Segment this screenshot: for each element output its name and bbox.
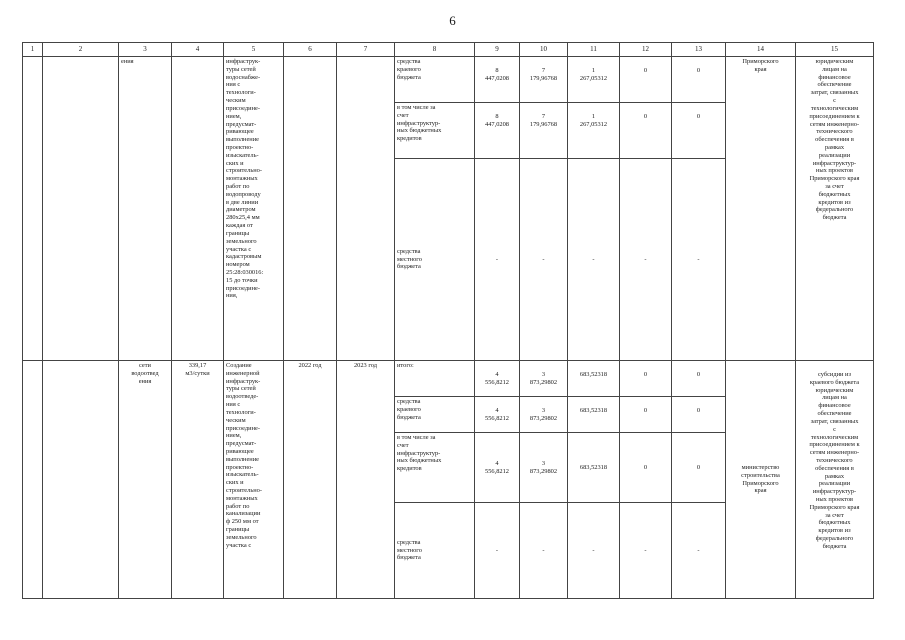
end-year-cell: [337, 57, 395, 361]
amount-2023-cell: -: [568, 503, 620, 599]
funding-source-cell: средства краевого бюджета: [395, 397, 475, 433]
amount-2023-cell: 683,52318: [568, 361, 620, 397]
amount-total-cell: 4 556,8212: [475, 397, 520, 433]
funding-source-cell: в том числе за счет инфраструктур- ных бюджетных кредитов: [395, 103, 475, 159]
note-cell: юридическим лицам на финансовое обеспечение затрат, связанных с технологическим присоединением к сетям инженерно- технического обеспечения в рамках реализации инфраструктур- ных проектов Приморского края за счет бюджетных кредитов из федерального бюджета: [796, 57, 874, 361]
amount-2023-cell: -: [568, 159, 620, 361]
amount-2024-cell: -: [620, 503, 672, 599]
cell-col2: [43, 361, 119, 599]
start-year-cell: 2022 год: [284, 361, 337, 599]
funding-source-cell: средства местного бюджета: [395, 159, 475, 361]
header-cell: 5: [224, 43, 284, 57]
amount-2023-cell: 683,52318: [568, 397, 620, 433]
object-name-cell: ения: [119, 57, 172, 361]
amount-total-cell: 8 447,0208: [475, 103, 520, 159]
table-row: [23, 57, 874, 103]
header-cell: 7: [337, 43, 395, 57]
amount-2025-cell: 0: [672, 397, 726, 433]
funding-source-cell: в том числе за счет инфраструктур- ных бюджетных кредитов: [395, 433, 475, 503]
activity-description-cell: инфраструк- туры сетей водоснабже- ния с технологи- ческим присоедине- нием, предусмат- ривающее выполнение проектно- изыскатель- ских и строительно- монтажных работ по водопроводу в две линии диаметром 280х25,4 мм каждая от границы земельного участка с кадастровым номером 25:28:030016: 15 до точки присоедине- ния,: [224, 57, 284, 361]
cell-col1: [23, 57, 43, 361]
header-cell: 13: [672, 43, 726, 57]
header-cell: 11: [568, 43, 620, 57]
table-row: [23, 361, 874, 397]
funding-source-cell: средства краевого бюджета: [395, 57, 475, 103]
amount-2025-cell: 0: [672, 433, 726, 503]
start-year-cell: [284, 57, 337, 361]
header-cell: 9: [475, 43, 520, 57]
header-cell: 2: [43, 43, 119, 57]
executor-cell: Приморского края: [726, 57, 796, 361]
amount-2024-cell: 0: [620, 397, 672, 433]
amount-2022-cell: 3 873,29802: [520, 361, 568, 397]
budget-table: [22, 42, 874, 599]
cell-col1: [23, 361, 43, 599]
amount-2022-cell: -: [520, 159, 568, 361]
end-year-cell: 2023 год: [337, 361, 395, 599]
amount-2024-cell: 0: [620, 103, 672, 159]
amount-2024-cell: 0: [620, 361, 672, 397]
amount-2025-cell: 0: [672, 103, 726, 159]
amount-2022-cell: 7 179,96768: [520, 57, 568, 103]
amount-2025-cell: -: [672, 503, 726, 599]
amount-2024-cell: 0: [620, 433, 672, 503]
header-cell: 10: [520, 43, 568, 57]
amount-2022-cell: 3 873,29802: [520, 433, 568, 503]
amount-2023-cell: 1 267,05312: [568, 103, 620, 159]
header-cell: 12: [620, 43, 672, 57]
cell-col2: [43, 57, 119, 361]
object-name-cell: сети водоотвед ения: [119, 361, 172, 599]
amount-2022-cell: 7 179,96768: [520, 103, 568, 159]
amount-total-cell: -: [475, 159, 520, 361]
header-cell: 6: [284, 43, 337, 57]
header-cell: 14: [726, 43, 796, 57]
amount-2023-cell: 683,52318: [568, 433, 620, 503]
header-cell: 8: [395, 43, 475, 57]
amount-total-cell: -: [475, 503, 520, 599]
amount-total-cell: 8 447,0208: [475, 57, 520, 103]
note-cell: субсидии из краевого бюджета юридическим лицам на финансовое обеспечение затрат, связанных с технологическим присоединением к сетям инженерно- технического обеспечения в рамках реализации инфраструктур- ных проектов Приморского края за счет бюджетных кредитов из федерального бюджета: [796, 361, 874, 599]
header-row: [23, 43, 874, 57]
funding-source-cell: итого:: [395, 361, 475, 397]
amount-2025-cell: 0: [672, 361, 726, 397]
capacity-cell: 339,17 м3/сутки: [172, 361, 224, 599]
executor-cell: министерство строительства Приморского края: [726, 361, 796, 599]
amount-2022-cell: -: [520, 503, 568, 599]
capacity-cell: [172, 57, 224, 361]
header-cell: 1: [23, 43, 43, 57]
amount-2024-cell: 0: [620, 57, 672, 103]
amount-2024-cell: -: [620, 159, 672, 361]
header-cell: 15: [796, 43, 874, 57]
activity-description-cell: Создание инженерной инфраструк- туры сетей водоотведе- ния с технологи- ческим присоедине- нием, предусмат- ривающее выполнение проектно- изыскатель- ских и строительно- монтажных работ по канализации ф 250 мм от границы земельного участка с: [224, 361, 284, 599]
header-cell: 3: [119, 43, 172, 57]
amount-total-cell: 4 556,8212: [475, 433, 520, 503]
funding-source-cell: средства местного бюджета: [395, 503, 475, 599]
amount-2025-cell: 0: [672, 57, 726, 103]
amount-2025-cell: -: [672, 159, 726, 361]
amount-2023-cell: 1 267,05312: [568, 57, 620, 103]
header-cell: 4: [172, 43, 224, 57]
page-number: 6: [449, 13, 456, 28]
amount-2022-cell: 3 873,29802: [520, 397, 568, 433]
amount-total-cell: 4 556,8212: [475, 361, 520, 397]
